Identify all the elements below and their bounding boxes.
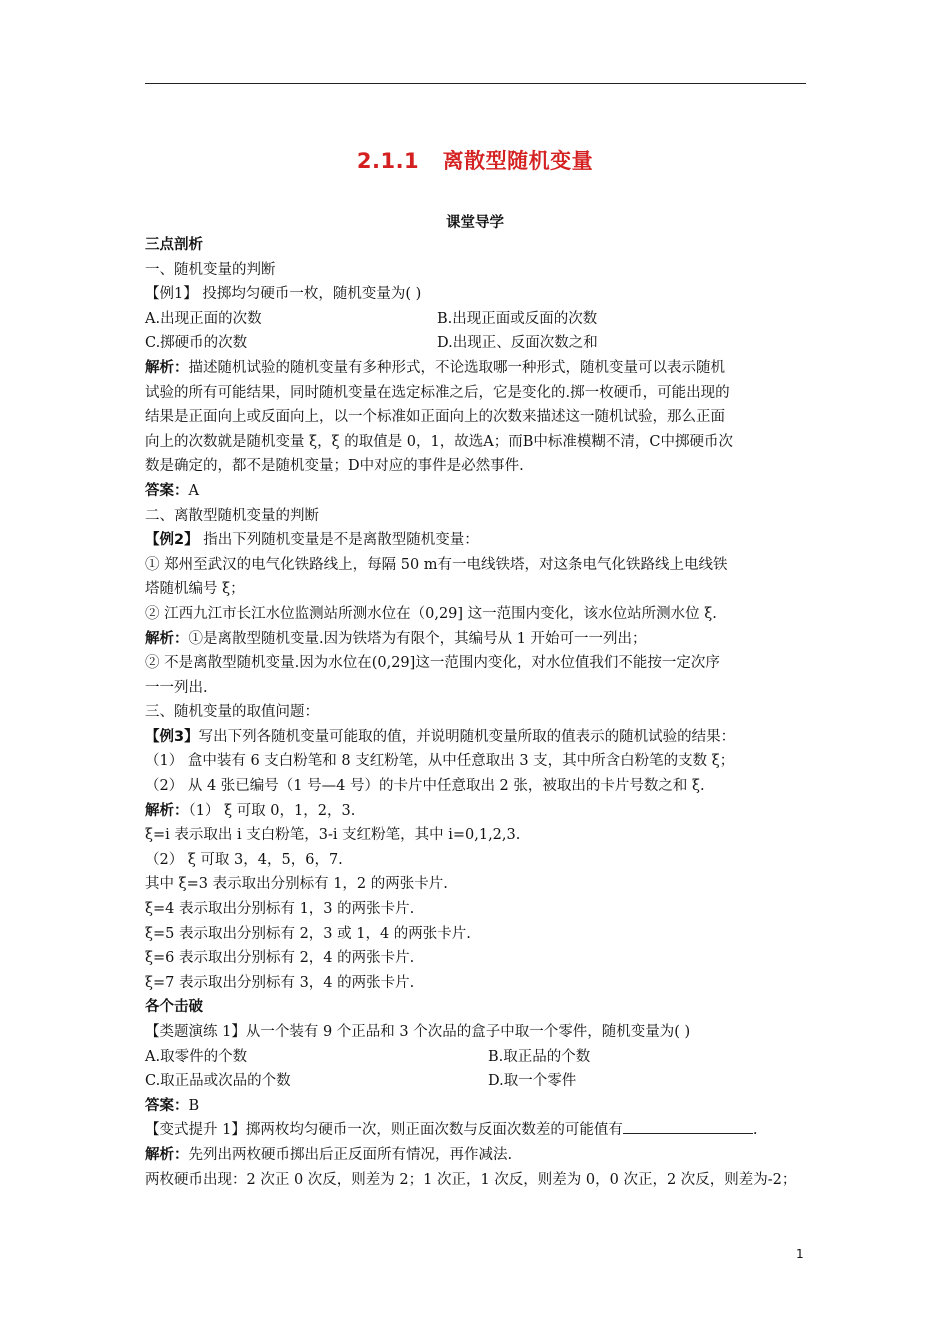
analysis-label: 解析：	[145, 630, 189, 647]
page-title: 2.1.1 离散型随机变量	[356, 149, 594, 173]
example-2-item-2: ② 江西九江市长江水位监测站所测水位在（0,29] 这一范围内变化，该水位站所测水位 ξ.	[145, 605, 717, 622]
example-2-label: 【例2】	[145, 532, 199, 549]
example-2-analysis-line: 一一列出.	[145, 679, 208, 696]
example-2-question: 【例2】 指出下列随机变量是不是离散型随机变量：	[145, 532, 479, 549]
answer-value: A	[188, 482, 199, 499]
example-3-item-1: （1） 盒中装有 6 支白粉笔和 8 支红粉笔，从中任意取出 3 支，其中所含白粉笔的支数 ξ；	[145, 753, 735, 770]
example-1-options-row-1	[145, 307, 809, 332]
example-3-analysis-line: ξ=5 表示取出分别标有 2，3 或 1，4 的两张卡片.	[145, 925, 471, 942]
example-3-label: 【例3】	[145, 728, 199, 745]
answer-label: 答案：	[145, 482, 189, 499]
example-2-analysis-line: ② 不是离散型随机变量.因为水位在(0,29]这一范围内变化，对水位值我们不能按一定次序	[145, 655, 720, 672]
practice-1-options-row-1	[145, 1045, 809, 1070]
example-3-analysis-line: ξ=4 表示取出分别标有 1，3 的两张卡片.	[145, 901, 415, 918]
variant-1-question: 【变式提升 1】掷两枚均匀硬币一次，则正面次数与反面次数差的可能值有 .	[145, 1118, 809, 1143]
variant-1-analysis: 解析：先列出两枚硬币掷出后正反面所有情况，再作减法.	[145, 1146, 513, 1163]
practice-1-question: 【类题演练 1】从一个装有 9 个正品和 3 个次品的盒子中取一个零件，随机变量为( )	[145, 1024, 691, 1040]
example-3-item-2: （2） 从 4 张已编号（1 号—4 号）的卡片中任意取出 2 张，被取出的卡片号数之和 ξ.	[145, 778, 705, 795]
example-1-analysis-line: 结果是正面向上或反面向上，以一个标准如正面向上的次数来描述这一随机试验，那么正面	[145, 409, 725, 426]
answer-blank[interactable]	[623, 1119, 753, 1134]
analysis-label: 解析：	[145, 359, 189, 376]
example-1-option-a: A.出现正面的次数	[145, 310, 262, 327]
answer-label: 答案：	[145, 1097, 189, 1114]
practice-1-answer	[145, 1094, 809, 1119]
example-1-answer	[145, 479, 809, 504]
section-3-heading: 三、随机变量的取值问题：	[145, 704, 319, 721]
example-1-options-row-2	[145, 331, 809, 356]
example-2-analysis: 解析：①是离散型随机变量.因为铁塔为有限个，其编号从 1 开始可一一列出；	[145, 630, 647, 647]
variant-1-analysis-line: 两枚硬币出现：2 次正 0 次反，则差为 2；1 次正，1 次反，则差为 0，0 次正，2 次反，则差为-2；	[145, 1171, 797, 1188]
page-number: 1	[796, 1247, 804, 1261]
section-2-heading: 二、离散型随机变量的判断	[145, 507, 319, 524]
example-3-analysis: 解析：（1） ξ 可取 0，1，2，3.	[145, 802, 356, 819]
practice-1-option-c: C.取正品或次品的个数	[145, 1073, 291, 1090]
practice-1-options-row-2	[145, 1069, 809, 1094]
document-body	[145, 233, 809, 1192]
example-3-analysis-line: ξ=7 表示取出分别标有 3，4 的两张卡片.	[145, 974, 415, 991]
heading-sandian: 三点剖析	[145, 237, 203, 253]
example-3-analysis-line: 其中 ξ=3 表示取出分别标有 1，2 的两张卡片.	[145, 876, 448, 893]
example-2-item-1-cont: 塔随机编号 ξ；	[145, 581, 245, 598]
example-3-analysis-line: （2） ξ 可取 3，4，5，6，7.	[145, 851, 343, 868]
practice-1-option-a: A.取零件的个数	[145, 1048, 248, 1065]
example-2-item-1: ① 郑州至武汉的电气化铁路线上，每隔 50 m有一电线铁塔，对这条电气化铁路线上电线铁	[145, 556, 728, 573]
example-1-analysis: 解析：描述随机试验的随机变量有多种形式，不论选取哪一种形式，随机变量可以表示随机	[145, 359, 725, 376]
section-subtitle: 课堂导学	[446, 215, 504, 231]
practice-1-option-d: D.取一个零件	[488, 1073, 577, 1090]
analysis-label: 解析：	[145, 802, 189, 819]
answer-value: B	[188, 1097, 200, 1114]
section-1-heading: 一、随机变量的判断	[145, 261, 276, 278]
header-rule	[145, 83, 806, 84]
example-3-question: 【例3】写出下列各随机变量可能取的值，并说明随机变量所取的值表示的随机试验的结果：	[145, 728, 736, 745]
example-1-option-c: C.掷硬币的次数	[145, 335, 248, 352]
practice-1-label: 【类题演练 1】	[145, 1024, 246, 1040]
analysis-label: 解析：	[145, 1146, 189, 1163]
heading-gege: 各个击破	[145, 999, 203, 1016]
example-1-analysis-line: 数是确定的，都不是随机变量；D中对应的事件是必然事件.	[145, 458, 524, 475]
practice-1-option-b: B.取正品的个数	[488, 1048, 591, 1065]
variant-1-label: 【变式提升 1】	[145, 1122, 246, 1139]
example-1-label: 【例1】	[145, 286, 198, 303]
example-1-option-d: D.出现正、反面次数之和	[437, 335, 598, 352]
example-1-option-b: B.出现正面或反面的次数	[437, 310, 598, 327]
example-1-analysis-line: 向上的次数就是随机变量 ξ，ξ 的取值是 0，1，故选A；而B中标准模糊不清，C中掷硬币次	[145, 433, 733, 450]
example-1-question: 【例1】 投掷均匀硬币一枚，随机变量为( )	[145, 286, 422, 303]
example-3-analysis-line: ξ=6 表示取出分别标有 2，4 的两张卡片.	[145, 950, 415, 967]
example-1-analysis-line: 试验的所有可能结果，同时随机变量在选定标准之后，它是变化的.掷一枚硬币，可能出现的	[145, 384, 730, 401]
example-3-analysis-line: ξ=i 表示取出 i 支白粉笔，3-i 支红粉笔，其中 i=0,1,2,3.	[145, 827, 521, 844]
